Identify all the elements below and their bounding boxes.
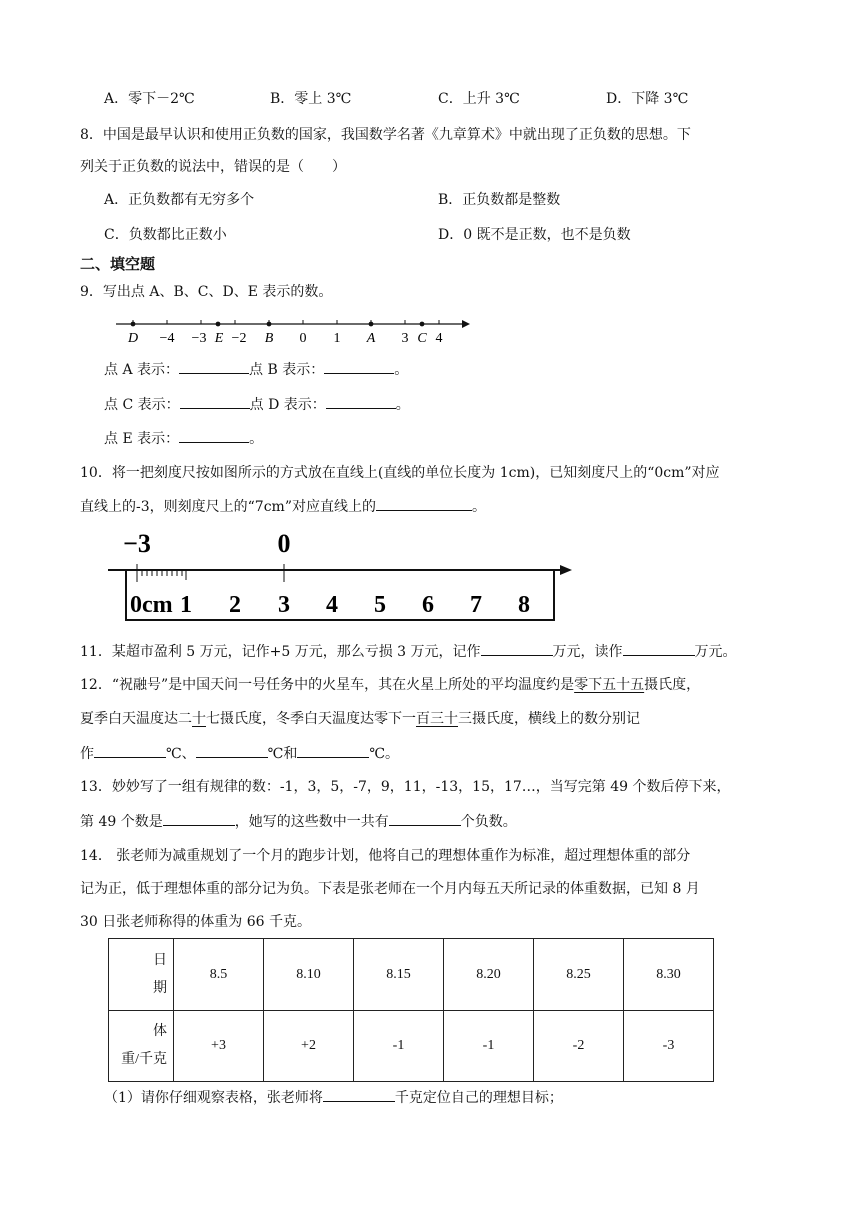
- date-header-2: 期: [153, 980, 167, 996]
- q14-sub1-b: 千克定位自己的理想目标；: [394, 1090, 563, 1106]
- q8-option-b: B．正负数都是整数: [438, 192, 561, 208]
- q14-stem-line2: 记为正，低于理想体重的部分记为负。下表是张老师在一个月内每五天所记录的体重数据，已知 8 月: [80, 881, 700, 897]
- q13-l2-c: 个负数。: [460, 814, 517, 830]
- tick-label-neg3: −3: [191, 331, 207, 346]
- q8-option-a: A．正负数都有无穷多个: [104, 192, 255, 208]
- label-b: B: [264, 331, 274, 346]
- weight-cell: -2: [534, 1011, 624, 1082]
- q10-stem-line2-text: 直线上的-3，则刻度尺上的“7cm”对应直线上的: [80, 499, 376, 515]
- q9-c-label: 点 C 表示：: [104, 397, 180, 413]
- q8-option-c: C．负数都比正数小: [104, 227, 227, 243]
- weight-cell: +3: [174, 1011, 264, 1082]
- ruler-label-6: 6: [422, 592, 434, 618]
- q9-b-blank[interactable]: [324, 359, 394, 374]
- weight-table: [108, 938, 714, 1082]
- q13-l2-b: ，她写的这些数中一共有: [234, 814, 389, 830]
- q9-e-label: 点 E 表示：: [104, 431, 180, 447]
- date-cell: 8.5: [174, 939, 264, 1011]
- q9-period-1: 。: [394, 362, 409, 378]
- q7-option-c: C．上升 3℃: [438, 91, 520, 107]
- date-header-1: 日: [153, 952, 167, 968]
- weight-header-2: 重/千克: [121, 1052, 167, 1067]
- q12-line3: [80, 743, 399, 764]
- q12-l3-c: ℃和: [267, 746, 298, 762]
- q12-l3-d: ℃。: [369, 746, 400, 762]
- q10-stem-line1: 10．将一把刻度尺按如图所示的方式放在直线上(直线的单位长度为 1cm)，已知刻度尺上的“0cm”对应: [80, 465, 720, 481]
- q14-stem-line3: 30 日张老师称得的体重为 66 千克。: [80, 914, 311, 930]
- q12-l1-a: 12．“祝融号”是中国天问一号任务中的火星车，其在火星上所处的平均温度约是: [80, 677, 575, 693]
- q9-period-2: 。: [395, 397, 410, 413]
- q7-option-b: B．零上 3℃: [270, 91, 352, 107]
- q7-option-d: D．下降 3℃: [606, 91, 689, 107]
- point-c: [420, 322, 425, 327]
- q12-l2-b: 七摄氏度，冬季白天温度达零下一: [206, 711, 416, 727]
- q9-number-line: [108, 312, 478, 348]
- q12-blank-2[interactable]: [196, 743, 268, 758]
- q13-line1: 13．妙妙写了一组有规律的数：-1，3，5，-7，9，11，-13，15，17…，当写完第 49 个数后停下来，: [80, 779, 731, 795]
- q12-l2-underlined-2: 百三十: [416, 711, 458, 727]
- label-c: C: [417, 331, 427, 346]
- weight-header-cell: [109, 1011, 174, 1082]
- point-d: [131, 322, 136, 327]
- q13-l2-a: 第 49 个数是: [80, 814, 163, 830]
- ruler-label-5: 5: [374, 592, 386, 618]
- q11-blank-1[interactable]: [481, 641, 553, 656]
- point-a: [369, 322, 374, 327]
- q9-c-blank[interactable]: [180, 394, 250, 409]
- label-a: A: [366, 331, 376, 346]
- point-e: [216, 322, 221, 327]
- q13-line2: [80, 811, 517, 832]
- q14-stem-line1: 14． 张老师为减重规划了一个月的跑步计划，他将自己的理想体重作为标准，超过理想体重的部分: [80, 848, 691, 864]
- q12-l2-underlined-1: 十: [192, 711, 206, 727]
- q14-sub1-blank[interactable]: [323, 1087, 395, 1102]
- q8-stem-line1: 8．中国是最早认识和使用正负数的国家，我国数学名著《九章算术》中就出现了正负数的思想。下: [80, 127, 691, 143]
- q10-ruler-figure: [104, 526, 576, 626]
- q13-blank-1[interactable]: [163, 811, 235, 826]
- q12-l3-b: ℃、: [166, 746, 196, 762]
- point-b: [267, 322, 272, 327]
- ruler-label-4: 4: [326, 592, 338, 618]
- ruler-ticks: [137, 564, 284, 582]
- q9-a-label: 点 A 表示：: [104, 362, 180, 378]
- section-title: 二、填空题: [80, 255, 156, 273]
- label-e: E: [214, 331, 224, 346]
- q12-l2-a: 夏季白天温度达二: [80, 711, 192, 727]
- date-cell: 8.20: [444, 939, 534, 1011]
- q10-blank[interactable]: [376, 496, 472, 511]
- q11-text-2: 万元，读作: [552, 644, 623, 660]
- table-row: [109, 1011, 714, 1082]
- q12-l2-c: 三摄氏度，横线上的数分别记: [458, 711, 640, 727]
- label-d: D: [127, 331, 139, 346]
- q8-stem-line2: 列关于正负数的说法中，错误的是（ ）: [80, 159, 346, 175]
- q10-period: 。: [471, 499, 486, 515]
- q9-d-blank[interactable]: [326, 394, 396, 409]
- weight-cell: +2: [264, 1011, 354, 1082]
- weight-cell: -1: [444, 1011, 534, 1082]
- q12-blank-3[interactable]: [297, 743, 369, 758]
- q9-d-label: 点 D 表示：: [249, 397, 326, 413]
- tick-label-neg4: −4: [159, 331, 175, 346]
- q14-sub1: [104, 1087, 563, 1108]
- tick-label-3: 3: [401, 331, 409, 346]
- ruler-line-label-neg3: −3: [123, 529, 151, 558]
- q11: [80, 641, 737, 662]
- q9-b-label: 点 B 表示：: [249, 362, 325, 378]
- date-cell: 8.25: [534, 939, 624, 1011]
- date-cell: 8.15: [354, 939, 444, 1011]
- date-header-cell: [109, 939, 174, 1011]
- q12-line1: [80, 675, 700, 695]
- q9-e-blank[interactable]: [179, 428, 249, 443]
- weight-cell: -3: [624, 1011, 714, 1082]
- q7-option-a: A．零下－2℃: [104, 91, 195, 107]
- table-row: [109, 939, 714, 1011]
- q11-blank-2[interactable]: [623, 641, 695, 656]
- weight-cell: -1: [354, 1011, 444, 1082]
- tick-label-0: 0: [299, 331, 307, 346]
- q12-l1-underlined: 零下五十五: [574, 677, 645, 693]
- ruler-label-7: 7: [470, 592, 482, 618]
- ruler-label-3: 3: [278, 592, 290, 618]
- q12-l3-a: 作: [80, 746, 94, 762]
- tick-label-4: 4: [435, 331, 443, 346]
- q9-period-3: 。: [249, 431, 264, 447]
- date-cell: 8.10: [264, 939, 354, 1011]
- ruler-unit-label: 0cm: [130, 592, 173, 618]
- q14-sub1-a: （1）请你仔细观察表格，张老师将: [104, 1090, 323, 1106]
- q8-option-d: D．0 既不是正数，也不是负数: [438, 227, 631, 243]
- q10-stem-line2: [80, 496, 486, 517]
- q9-row-ab: [104, 359, 408, 380]
- q12-blank-1[interactable]: [94, 743, 166, 758]
- ruler-line-label-0: 0: [277, 529, 291, 558]
- tick-label-neg2: −2: [231, 331, 247, 346]
- tick-label-1: 1: [333, 331, 341, 346]
- ruler-label-2: 2: [229, 592, 241, 618]
- weight-header-1: 体: [153, 1024, 167, 1039]
- q12-l1-b: 摄氏度，: [644, 677, 701, 693]
- q11-text-3: 万元。: [694, 644, 737, 660]
- q11-text-1: 11．某超市盈利 5 万元，记作+5 万元，那么亏损 3 万元，记作: [80, 644, 481, 660]
- q9-a-blank[interactable]: [179, 359, 249, 374]
- q9-row-cd: [104, 394, 410, 415]
- q13-blank-2[interactable]: [389, 811, 461, 826]
- ruler-label-8: 8: [518, 592, 530, 618]
- ruler-label-1: 1: [180, 592, 192, 618]
- q9-row-e: [104, 428, 263, 449]
- q9-stem: 9．写出点 A、B、C、D、E 表示的数。: [80, 284, 333, 300]
- q12-line2: [80, 709, 640, 729]
- date-cell: 8.30: [624, 939, 714, 1011]
